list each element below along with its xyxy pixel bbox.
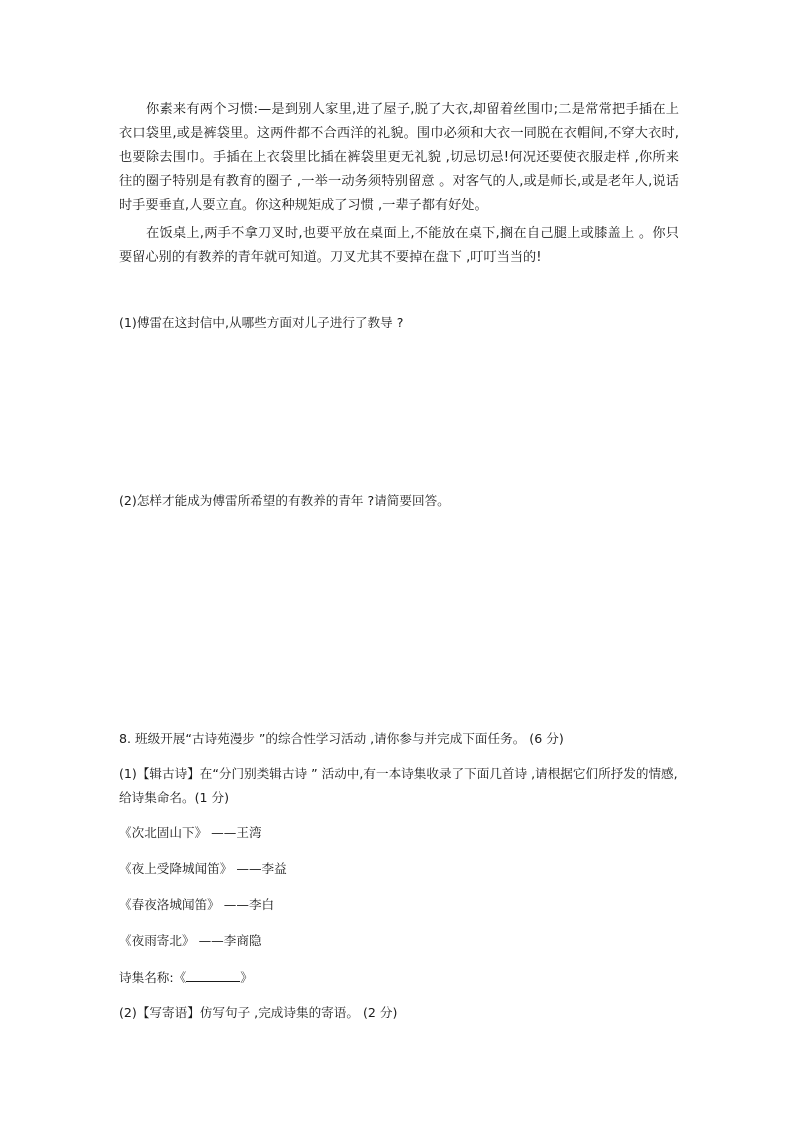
poem-item: 《次北固山下》 ——王湾 [119,825,262,840]
passage-paragraph-2: 在饭桌上,两手不拿刀叉时,也要平放在桌面上,不能放在桌下,搁在自己腿上或膝盖上 。你只要留心别的有教养的青年就可知道。刀叉尤其不要掉在盘下 ,叮叮当当的! [119,226,679,265]
poem-item: 《春夜洛城闻笛》 ——李白 [119,897,275,912]
task-1-instruction: (1)【辑古诗】在“分门别类辑古诗 ” 活动中,有一本诗集收录了下面几首诗 ,请根据它们所抒发的情感,给诗集命名。(1 分) [119,766,678,805]
task-2-instruction: (2)【写寄语】仿写句子 ,完成诗集的寄语。 (2 分) [119,1005,398,1020]
section-8-heading: 8. 班级开展“古诗苑漫步 ”的综合性学习活动 ,请你参与并完成下面任务。 (6 分) [119,731,564,746]
collection-name-blank[interactable] [186,968,240,982]
question-1: (1)傅雷在这封信中,从哪些方面对儿子进行了教导 ? [119,315,404,330]
poem-item: 《夜雨寄北》 ——李商隐 [119,933,262,948]
collection-name-line [119,968,253,987]
collection-name-close: 》 [240,970,253,985]
collection-name-label: 诗集名称:《 [119,970,187,985]
poem-item: 《夜上受降城闻笛》 ——李益 [119,861,287,876]
question-2: (2)怎样才能成为傅雷所希望的有教养的青年 ?请简要回答。 [119,493,450,508]
passage-paragraph-1: 你素来有两个习惯:—是到别人家里,进了屋子,脱了大衣,却留着丝围巾;二是常常把手插在上衣口袋里,或是裤袋里。这两件都不合西洋的礼貌。围巾必须和大衣一同脱在衣帽间,不穿大衣时,也要除去围巾。手插在上衣袋里比插在裤袋里更无礼貌 ,切忌切忌!何况还要使衣服走样 ,你所来往的圈子特别是有教育的圈子 ,一举一动务须特别留意 。对客气的人,或是师长,或是老年人,说话时手要垂直,人要立直。你这种规矩成了习惯 ,一辈子都有好处。 [119,102,679,213]
